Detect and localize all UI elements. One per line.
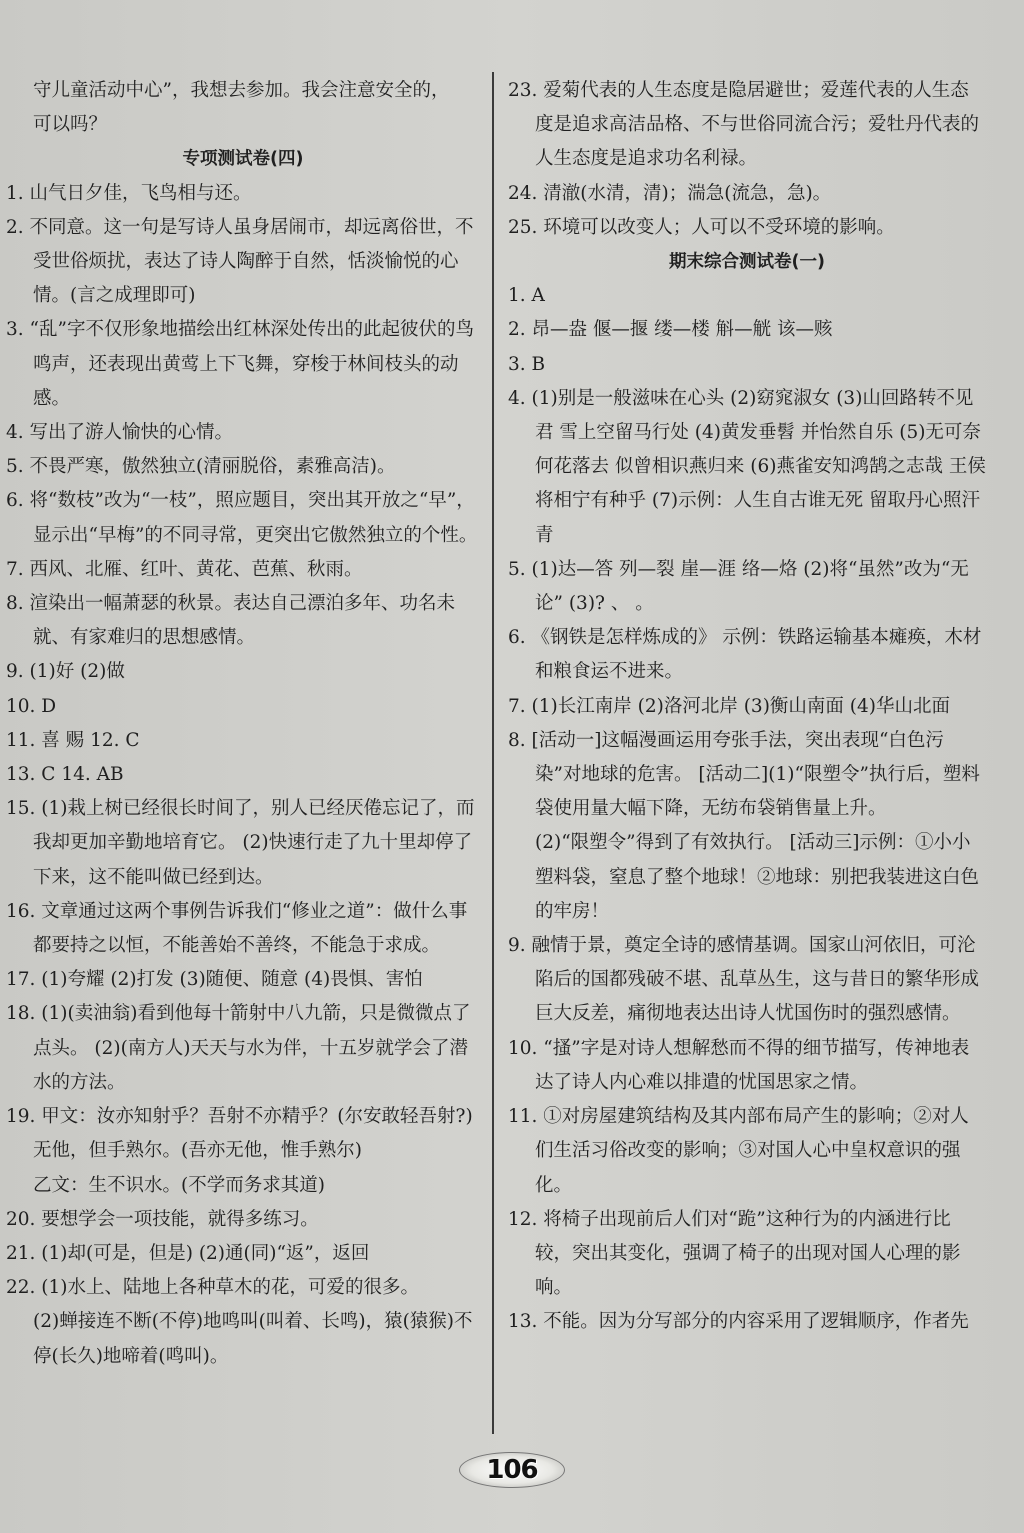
answer-item: 12. 将椅子出现前后人们对“跪”这种行为的内涵进行比较，突出其变化，强调了椅子的出现对国人心理的影响。 [508,1208,961,1299]
answer-item: 2. 昂—盎 偃—揠 缕—楼 斛—觥 该—赅 [508,319,833,341]
answer-item: 22. (1)水上、陆地上各种草木的花，可爱的很多。 [6,1277,420,1299]
answer-item: 16. 文章通过这两个事例告诉我们“修业之道”：做什么事都要持之以恒，不能善始不善终，不能急于求成。 [6,900,468,957]
answer-item: 5. 不畏严寒，傲然独立(清丽脱俗，素雅高洁)。 [6,456,396,478]
answer-item: 10. D [6,695,57,717]
answer-item: 4. 写出了游人愉快的心情。 [6,422,234,444]
answer-item: 9. 融情于景，奠定全诗的感情基调。国家山河依旧，可沦陷后的国都残破不堪、乱草丛生，这与昔日的繁华形成巨大反差，痛彻地表达出诗人忧国伤时的强烈感情。 [508,935,980,1025]
answer-item: 3. “乱”字不仅形象地描绘出红林深处传出的此起彼伏的鸟鸣声，还表现出黄莺上下飞舞，穿梭于林间枝头的动感。 [6,319,474,409]
answer-item: 6. 将“数枝”改为“一枝”，照应题目，突出其开放之“早”，显示出“早梅”的不同寻常，更突出它傲然独立的个性。 [6,490,478,546]
answer-item: 9. (1)好 (2)做 [6,661,125,683]
section-heading: 期末综合测试卷(一) [669,252,825,273]
answer-item: 乙文：生不识水。(不学而务求其道) [33,1174,325,1196]
answer-item: 23. 爱菊代表的人生态度是隐居避世；爱莲代表的人生态度是追求高洁品格、不与世俗同流合污；爱牡丹代表的人生态度是追求功名利禄。 [508,80,980,170]
answer-item: 15. (1)栽上树已经很长时间了，别人已经厌倦忘记了，而我却更加辛勤地培育它。 (2)快速行走了九十里却停了下来，这不能叫做已经到达。 [6,798,475,888]
answer-item: 1. 山气日夕佳，飞鸟相与还。 [6,182,252,204]
intro-line: 守儿童活动中心”，我想去参加。我会注意安全的， [33,80,450,101]
intro-line: 可以吗？ [33,114,108,136]
answer-item: (2)“限塑令”得到了有效执行。 [活动三]示例：①小小塑料袋，窒息了整个地球！②地球：别把我装进这白色的牢房！ [535,832,980,922]
right-column [508,74,986,1340]
left-column [6,74,480,1374]
answer-item: 8. 渲染出一幅萧瑟的秋景。表达自己漂泊多年、功名未就、有家难归的思想感情。 [6,593,456,649]
answer-item: 11. ①对房屋建筑结构及其内部布局产生的影响；②对人们生活习俗改变的影响；③对国人心中皇权意识的强化。 [508,1106,969,1196]
answer-item: 13. 不能。因为分写部分的内容采用了逻辑顺序，作者先 [508,1311,969,1333]
answer-item: 2. 不同意。这一句是写诗人虽身居闹市，却远离俗世，不受世俗烦扰，表达了诗人陶醉于自然，恬淡愉悦的心情。(言之成理即可) [6,216,474,307]
answer-item: 3. B [508,353,546,375]
answer-item: 10. “搔”字是对诗人想解愁而不得的细节描写，传神地表达了诗人内心难以排遣的忧国思家之情。 [508,1037,970,1093]
answer-item: 7. 西风、北雁、红叶、黄花、芭蕉、秋雨。 [6,558,363,580]
answer-item: 11. 喜 赐 12. C [6,729,140,751]
answer-item: 7. (1)长江南岸 (2)洛河北岸 (3)衡山南面 (4)华山北面 [508,695,950,717]
answer-item: 17. (1)夸耀 (2)打发 (3)随便、随意 (4)畏惧、害怕 [6,969,423,991]
answer-item: 21. (1)却(可是，但是) (2)通(同)“返”，返回 [6,1242,370,1264]
answer-item: 5. (1)达—答 列—裂 崖—涯 络—烙 (2)将“虽然”改为“无论” (3)? 、 。 [508,558,969,615]
answer-item: 19. 甲文：汝亦知射乎？吾射不亦精乎？(尔安敢轻吾射?) 无他，但手熟尔。(吾亦无他，惟手熟尔) [6,1106,473,1162]
answer-item: 13. C 14. AB [6,764,124,786]
answer-item: 25. 环境可以改变人；人可以不受环境的影响。 [508,216,895,238]
answer-item: (2)蝉接连不断(不停)地鸣叫(叫着、长鸣)，猿(猿猴)不停(长久)地啼着(鸣叫)。 [33,1311,473,1367]
page-footer [0,1440,1024,1500]
section-heading: 专项测试卷(四) [182,149,304,170]
answer-item: 4. (1)别是一般滋味在心头 (2)窈窕淑女 (3)山回路转不见君 雪上空留马行处 (4)黄发垂髫 并怡然自乐 (5)无可奈何花落去 似曾相识燕归来 (6)燕雀安知鸿鹄之志哉 王侯将相宁有种乎 (7)示例：人生自古谁无死 留取丹心照汗青 [508,387,986,546]
answer-item: 6. 《钢铁是怎样炼成的》 示例：铁路运输基本瘫痪，木材和粮食运不进来。 [508,627,982,683]
answer-item: 20. 要想学会一项技能，就得多练习。 [6,1208,319,1230]
answer-item: 8. [活动一]这幅漫画运用夸张手法，突出表现“白色污染”对地球的危害。 [活动二](1)“限塑令”执行后，塑料袋使用量大幅下降，无纺布袋销售量上升。 [508,729,980,820]
answer-item: 18. (1)(卖油翁)看到他每十箭射中八九箭，只是微微点了点头。 (2)(南方人)天天与水为伴，十五岁就学会了潜水的方法。 [6,1003,471,1093]
answer-item: 1. A [508,285,545,307]
column-divider [492,72,494,1434]
answer-item: 24. 清澈(水清，清)；湍急(流急，急)。 [508,182,832,204]
page-number: 106 [459,1452,564,1488]
